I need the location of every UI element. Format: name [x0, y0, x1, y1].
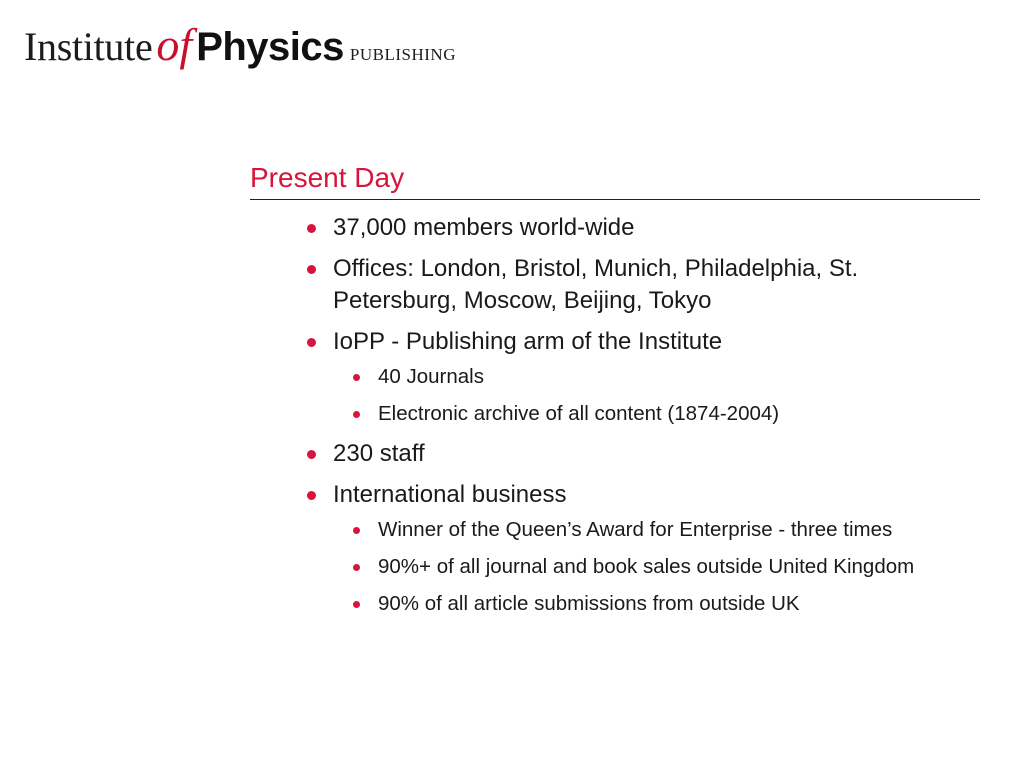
iop-publishing-logo	[24, 19, 456, 78]
sub-bullet-item	[345, 362, 980, 392]
bullet-item	[300, 438, 980, 470]
bullet-dot-icon	[307, 491, 316, 500]
sub-bullet-text: Electronic archive of all content (1874-2004)	[378, 402, 780, 425]
bullet-item	[300, 479, 980, 619]
bullet-item	[300, 212, 980, 244]
sub-bullet-text: 90%+ of all journal and book sales outside United Kingdom	[378, 555, 915, 578]
sub-bullet-dot-icon	[353, 411, 360, 418]
bullet-text: 230 staff	[333, 440, 425, 467]
sub-bullet-dot-icon	[353, 374, 360, 381]
sub-bullet-text: 90% of all article submissions from outside UK	[378, 592, 800, 615]
bullet-dot-icon	[307, 224, 316, 233]
logo-word-publishing: PUBLISHING	[349, 45, 456, 64]
slide-title: Present Day	[250, 162, 405, 193]
bullet-dot-icon	[307, 450, 316, 459]
bullet-item	[300, 326, 980, 429]
logo-word-physics: Physics	[196, 25, 344, 69]
logo-word-institute: Institute	[24, 24, 153, 69]
sub-bullet-item	[345, 399, 980, 429]
bullet-dot-icon	[307, 338, 316, 347]
sub-bullet-text: Winner of the Queen’s Award for Enterprise - three times	[378, 518, 893, 541]
logo-word-of: of	[156, 19, 193, 70]
bullet-text: International business	[333, 481, 567, 508]
bullet-text: IoPP - Publishing arm of the Institute	[333, 328, 723, 355]
sub-bullet-text: 40 Journals	[378, 365, 484, 388]
title-underline	[250, 199, 980, 200]
sub-bullet-item	[345, 552, 980, 582]
sub-bullet-dot-icon	[353, 564, 360, 571]
bullet-text: Offices: London, Bristol, Munich, Philadelphia, St. Petersburg, Moscow, Beijing, Tokyo	[333, 255, 859, 314]
bullet-list-container	[300, 212, 980, 628]
bullet-list	[300, 212, 980, 619]
sub-bullet-item	[345, 589, 980, 619]
sub-bullet-dot-icon	[353, 601, 360, 608]
bullet-dot-icon	[307, 265, 316, 274]
bullet-item	[300, 253, 980, 317]
bullet-text: 37,000 members world-wide	[333, 214, 635, 241]
sub-bullet-item	[345, 515, 980, 545]
sub-bullet-dot-icon	[353, 527, 360, 534]
sub-bullet-list	[345, 515, 980, 619]
sub-bullet-list	[345, 362, 980, 429]
